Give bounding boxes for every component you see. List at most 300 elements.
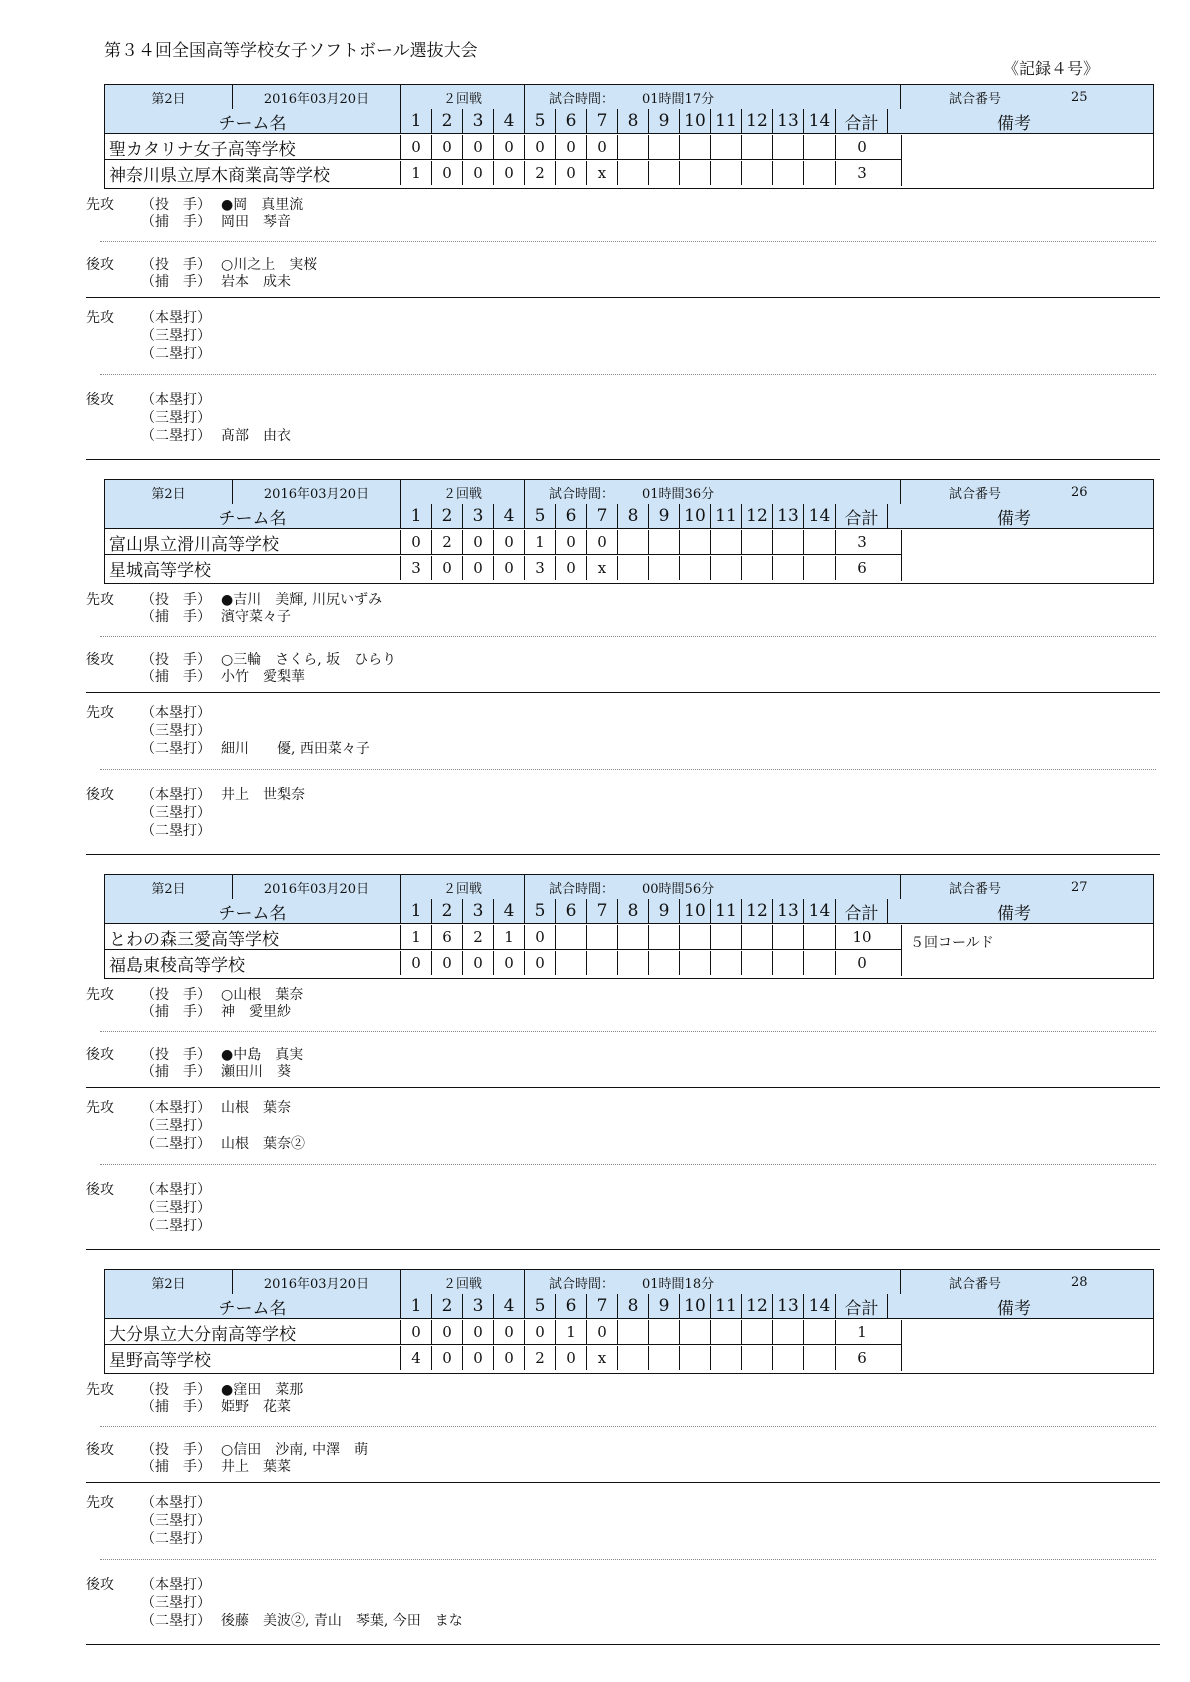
scoreboard [104, 84, 1154, 189]
inning-score [649, 556, 680, 580]
inning-header-12: 12 [742, 1294, 773, 1318]
inning-header-4: 4 [494, 899, 525, 923]
game-date: 2016年03月20日 [233, 1270, 401, 1294]
second-triple-line: （三塁打） [141, 1595, 211, 1611]
inning-header-11: 11 [711, 109, 742, 133]
team-total: 10 [852, 928, 872, 946]
team-row-second [105, 161, 901, 185]
inning-score: 0 [463, 161, 494, 185]
remark-cell [901, 530, 1153, 581]
inning-score: 0 [587, 135, 618, 159]
inning-header-12: 12 [742, 899, 773, 923]
inning-header-13: 13 [773, 109, 804, 133]
inning-score: 2 [525, 161, 556, 185]
inning-score [680, 135, 711, 159]
inning-header-2: 2 [432, 109, 463, 133]
inning-score: 0 [525, 135, 556, 159]
inning-header-7: 7 [587, 899, 618, 923]
inning-score: 1 [525, 530, 556, 554]
inning-score [804, 1320, 836, 1344]
game-time [525, 1270, 901, 1294]
first-hr-line: 先攻 （本塁打） 山根 葉奈 [86, 1100, 291, 1116]
scoreboard [104, 479, 1154, 584]
inning-header-12: 12 [742, 504, 773, 528]
game-time-value: 01時間17分 [642, 91, 715, 107]
inning-header-1: 1 [401, 1294, 432, 1318]
issue-number: 《記録４号》 [1003, 59, 1100, 78]
first-double-line: （二塁打） 細川 優, 西田菜々子 [141, 741, 370, 757]
inning-score [773, 951, 804, 975]
inning-header-4: 4 [494, 504, 525, 528]
inning-score [680, 1320, 711, 1344]
inning-header-6: 6 [556, 504, 587, 528]
inning-score: x [587, 556, 618, 580]
first-pitcher: ●窪田 菜那 [221, 1382, 304, 1398]
inning-header-5: 5 [525, 109, 556, 133]
scoreboard [104, 1269, 1154, 1374]
first-catcher-line: （捕 手） 岡田 琴音 [141, 214, 291, 230]
second-pitcher: ●中島 真実 [221, 1047, 304, 1063]
remark-cell [901, 1320, 1153, 1371]
inning-score: 0 [556, 530, 587, 554]
first-double-line: （二塁打） [141, 346, 211, 362]
inning-header-1: 1 [401, 109, 432, 133]
second-pitcher: ○川之上 実桜 [221, 257, 318, 273]
inning-score [618, 925, 649, 949]
inning-header-7: 7 [587, 504, 618, 528]
second-catcher-line: （捕 手） 岩本 成未 [141, 274, 291, 290]
team-total: 6 [857, 1349, 867, 1367]
inning-header-7: 7 [587, 109, 618, 133]
second-triple-line: （三塁打） [141, 1200, 211, 1216]
team-total: 3 [857, 164, 867, 182]
first-triple-line: （三塁打） [141, 328, 211, 344]
inning-score: 0 [401, 135, 432, 159]
inning-header-4: 4 [494, 109, 525, 133]
inning-score: 2 [463, 925, 494, 949]
inning-header-14: 14 [804, 109, 836, 133]
inning-score [742, 530, 773, 554]
team-name: 聖カタリナ女子高等学校 [105, 135, 401, 159]
inning-score: 0 [401, 530, 432, 554]
inning-score [711, 925, 742, 949]
first-hr-line: 先攻 （本塁打） [86, 705, 211, 721]
inning-score [711, 556, 742, 580]
team-total: 1 [857, 1323, 867, 1341]
first-double: 山根 葉奈② [221, 1136, 305, 1152]
first-triple-line: （三塁打） [141, 1118, 211, 1134]
game-info-row [105, 480, 1153, 505]
inning-score [742, 135, 773, 159]
inning-score: 1 [556, 1320, 587, 1344]
inning-score: 3 [525, 556, 556, 580]
inning-header-3: 3 [463, 504, 494, 528]
game-round: ２回戦 [401, 480, 525, 504]
game-time-label: 試合時間： [549, 486, 615, 502]
inning-header-9: 9 [649, 504, 680, 528]
inning-score [804, 1346, 836, 1370]
inning-score [618, 1346, 649, 1370]
inning-score: 0 [432, 1320, 463, 1344]
first-catcher-line: （捕 手） 濱守菜々子 [141, 609, 291, 625]
inning-score [680, 925, 711, 949]
first-double-line: （二塁打） [141, 1531, 211, 1547]
team-name: 星野高等学校 [105, 1346, 401, 1370]
inning-header-13: 13 [773, 504, 804, 528]
game-day: 第2日 [105, 1270, 233, 1294]
second-catcher: 瀬田川 葵 [221, 1064, 291, 1080]
inning-header-2: 2 [432, 504, 463, 528]
inning-score: 0 [463, 135, 494, 159]
inning-score: 1 [401, 161, 432, 185]
inning-score [804, 135, 836, 159]
inning-score: 0 [494, 951, 525, 975]
inning-header-4: 4 [494, 1294, 525, 1318]
inning-score [649, 161, 680, 185]
second-pitcher-line: 後攻 （投 手） ●中島 真実 [86, 1047, 304, 1063]
first-catcher: 神 愛里紗 [221, 1004, 291, 1020]
team-row-second [105, 556, 901, 580]
inning-score: 0 [556, 556, 587, 580]
inning-header-2: 2 [432, 1294, 463, 1318]
second-hr-line: 後攻 （本塁打） [86, 1577, 211, 1593]
inning-score [742, 161, 773, 185]
second-double-line: （二塁打） [141, 1218, 211, 1234]
inning-header-6: 6 [556, 899, 587, 923]
remarks-header: 備考 [997, 1298, 1031, 1319]
game-number-label: 試合番号 [949, 881, 1002, 897]
game-number-value: 25 [1071, 89, 1088, 105]
inning-header-13: 13 [773, 1294, 804, 1318]
remarks-header: 備考 [997, 508, 1031, 529]
inning-score [587, 951, 618, 975]
inning-score [773, 925, 804, 949]
inning-score: 0 [463, 530, 494, 554]
inning-score: 0 [494, 1320, 525, 1344]
inning-header-row [105, 1294, 1153, 1319]
first-catcher: 濱守菜々子 [221, 609, 291, 625]
game-info-row [105, 1270, 1153, 1295]
scoreboard [104, 874, 1154, 979]
game-time-value: 01時間36分 [642, 486, 715, 502]
game-day: 第2日 [105, 480, 233, 504]
inning-header-12: 12 [742, 109, 773, 133]
inning-score: 2 [525, 1346, 556, 1370]
game-round: ２回戦 [401, 85, 525, 109]
game-round: ２回戦 [401, 1270, 525, 1294]
game-number-label: 試合番号 [949, 91, 1002, 107]
inning-score [804, 925, 836, 949]
inning-score [649, 530, 680, 554]
team-name-header: チーム名 [105, 504, 401, 528]
inning-header-3: 3 [463, 899, 494, 923]
inning-header-9: 9 [649, 109, 680, 133]
team-row-first [105, 925, 901, 950]
inning-header-6: 6 [556, 1294, 587, 1318]
game-time-label: 試合時間： [549, 91, 615, 107]
game-time [525, 875, 901, 899]
inning-score [773, 556, 804, 580]
team-total: 0 [857, 138, 867, 156]
inning-score [587, 925, 618, 949]
game-date: 2016年03月20日 [233, 875, 401, 899]
inning-header-8: 8 [618, 109, 649, 133]
inning-score: 0 [432, 1346, 463, 1370]
inning-header-8: 8 [618, 1294, 649, 1318]
inning-score [618, 135, 649, 159]
inning-header-3: 3 [463, 109, 494, 133]
second-pitcher: ○三輪 さくら, 坂 ひらり [221, 652, 397, 668]
second-catcher-line: （捕 手） 井上 葉菜 [141, 1459, 291, 1475]
inning-header-14: 14 [804, 1294, 836, 1318]
inning-score: 0 [525, 1320, 556, 1344]
first-pitcher: ○山根 葉奈 [221, 987, 304, 1003]
inning-score [711, 951, 742, 975]
inning-score [680, 530, 711, 554]
game-number-label: 試合番号 [949, 486, 1002, 502]
first-hr: 山根 葉奈 [221, 1100, 291, 1116]
team-row-first [105, 135, 901, 160]
inning-score: 0 [525, 925, 556, 949]
team-name: 星城高等学校 [105, 556, 401, 580]
inning-header-2: 2 [432, 899, 463, 923]
inning-score [804, 556, 836, 580]
inning-score: 0 [432, 951, 463, 975]
inning-score [649, 1346, 680, 1370]
inning-header-7: 7 [587, 1294, 618, 1318]
second-pitcher-line: 後攻 （投 手） ○川之上 実桜 [86, 257, 318, 273]
first-double-line: （二塁打） 山根 葉奈② [141, 1136, 305, 1152]
inning-score [618, 530, 649, 554]
inning-header-1: 1 [401, 899, 432, 923]
total-header: 合計 [836, 504, 888, 528]
inning-score [618, 1320, 649, 1344]
inning-header-row [105, 504, 1153, 529]
second-double: 後藤 美波②, 青山 琴葉, 今田 まな [221, 1613, 463, 1629]
inning-score: 0 [432, 161, 463, 185]
inning-score: 0 [494, 161, 525, 185]
inning-score: 0 [587, 530, 618, 554]
team-name: 富山県立滑川高等学校 [105, 530, 401, 554]
second-hr: 井上 世梨奈 [221, 787, 305, 803]
inning-score: 0 [494, 530, 525, 554]
inning-score: 0 [432, 135, 463, 159]
inning-header-13: 13 [773, 899, 804, 923]
inning-score: 0 [432, 556, 463, 580]
team-name: 大分県立大分南高等学校 [105, 1320, 401, 1344]
inning-score [711, 1320, 742, 1344]
inning-score [556, 925, 587, 949]
inning-header-14: 14 [804, 504, 836, 528]
second-pitcher: ○信田 沙南, 中澤 萌 [221, 1442, 369, 1458]
inning-score: 0 [463, 556, 494, 580]
first-hr-line: 先攻 （本塁打） [86, 1495, 211, 1511]
inning-header-3: 3 [463, 1294, 494, 1318]
team-row-second [105, 951, 901, 975]
first-catcher: 岡田 琴音 [221, 214, 291, 230]
inning-header-1: 1 [401, 504, 432, 528]
inning-score: 0 [556, 161, 587, 185]
inning-score [680, 1346, 711, 1370]
inning-header-9: 9 [649, 899, 680, 923]
second-triple-line: （三塁打） [141, 805, 211, 821]
inning-score [773, 530, 804, 554]
first-pitcher-line: 先攻 （投 手） ●吉川 美輝, 川尻いずみ [86, 592, 383, 608]
inning-score [773, 161, 804, 185]
first-catcher: 姫野 花菜 [221, 1399, 291, 1415]
inning-header-10: 10 [680, 109, 711, 133]
second-double-line: （二塁打） 髙部 由衣 [141, 428, 291, 444]
game-info-row [105, 875, 1153, 900]
first-hr-line: 先攻 （本塁打） [86, 310, 211, 326]
inning-score: 0 [494, 135, 525, 159]
remark-cell [901, 135, 1153, 186]
inning-score: 0 [463, 1346, 494, 1370]
inning-score: 1 [494, 925, 525, 949]
inning-header-8: 8 [618, 899, 649, 923]
total-header: 合計 [836, 109, 888, 133]
first-pitcher-line: 先攻 （投 手） ●窪田 菜那 [86, 1382, 304, 1398]
inning-score [649, 925, 680, 949]
inning-score [618, 951, 649, 975]
inning-score [711, 1346, 742, 1370]
inning-score [649, 1320, 680, 1344]
total-header: 合計 [836, 1294, 888, 1318]
team-total: 6 [857, 559, 867, 577]
inning-header-10: 10 [680, 1294, 711, 1318]
inning-score: 2 [432, 530, 463, 554]
game-number [901, 1270, 1153, 1294]
remarks-header: 備考 [997, 903, 1031, 924]
second-hr-line: 後攻 （本塁打） [86, 392, 211, 408]
total-header: 合計 [836, 899, 888, 923]
second-catcher: 井上 葉菜 [221, 1459, 291, 1475]
inning-score [742, 1346, 773, 1370]
second-pitcher-line: 後攻 （投 手） ○三輪 さくら, 坂 ひらり [86, 652, 397, 668]
inning-header-11: 11 [711, 1294, 742, 1318]
inning-header-10: 10 [680, 504, 711, 528]
inning-score [804, 951, 836, 975]
first-pitcher: ●吉川 美輝, 川尻いずみ [221, 592, 383, 608]
second-pitcher-line: 後攻 （投 手） ○信田 沙南, 中澤 萌 [86, 1442, 369, 1458]
second-double-line: （二塁打） 後藤 美波②, 青山 琴葉, 今田 まな [141, 1613, 463, 1629]
inning-score [649, 135, 680, 159]
inning-score [711, 530, 742, 554]
game-number-value: 26 [1071, 484, 1088, 500]
game-date: 2016年03月20日 [233, 480, 401, 504]
game-number-value: 27 [1071, 879, 1088, 895]
inning-score: 0 [525, 951, 556, 975]
game-round: ２回戦 [401, 875, 525, 899]
first-pitcher-line: 先攻 （投 手） ●岡 真里流 [86, 197, 304, 213]
game-number [901, 480, 1153, 504]
second-catcher-line: （捕 手） 小竹 愛梨華 [141, 669, 305, 685]
team-row-first [105, 530, 901, 555]
game-date: 2016年03月20日 [233, 85, 401, 109]
second-double: 髙部 由衣 [221, 428, 291, 444]
game-time-value: 00時間56分 [642, 881, 715, 897]
inning-score: 0 [401, 1320, 432, 1344]
game-time [525, 85, 901, 109]
inning-score: 6 [432, 925, 463, 949]
inning-score: x [587, 1346, 618, 1370]
first-pitcher-line: 先攻 （投 手） ○山根 葉奈 [86, 987, 304, 1003]
team-name: とわの森三愛高等学校 [105, 925, 401, 949]
first-catcher-line: （捕 手） 神 愛里紗 [141, 1004, 291, 1020]
first-catcher-line: （捕 手） 姫野 花菜 [141, 1399, 291, 1415]
game-time-value: 01時間18分 [642, 1276, 715, 1292]
inning-score: x [587, 161, 618, 185]
first-pitcher: ●岡 真里流 [221, 197, 304, 213]
game-number [901, 85, 1153, 109]
remark-cell: ５回コールド [901, 925, 1153, 976]
document-title: 第３４回全国高等学校女子ソフトボール選抜大会 [104, 41, 478, 61]
team-name-header: チーム名 [105, 899, 401, 923]
inning-score [773, 1320, 804, 1344]
inning-header-14: 14 [804, 899, 836, 923]
team-name: 神奈川県立厚木商業高等学校 [105, 161, 401, 185]
team-total: 3 [857, 533, 867, 551]
inning-header-11: 11 [711, 899, 742, 923]
first-triple-line: （三塁打） [141, 1513, 211, 1529]
inning-score: 0 [587, 1320, 618, 1344]
team-name-header: チーム名 [105, 109, 401, 133]
inning-score: 0 [556, 1346, 587, 1370]
inning-score: 0 [556, 135, 587, 159]
inning-score [618, 161, 649, 185]
inning-score [649, 951, 680, 975]
game-info-row [105, 85, 1153, 110]
inning-score [742, 1320, 773, 1344]
inning-score: 0 [401, 951, 432, 975]
second-triple-line: （三塁打） [141, 410, 211, 426]
inning-score [556, 951, 587, 975]
game-time-label: 試合時間： [549, 881, 615, 897]
inning-score [680, 951, 711, 975]
second-double-line: （二塁打） [141, 823, 211, 839]
inning-score [804, 530, 836, 554]
inning-header-5: 5 [525, 899, 556, 923]
inning-header-11: 11 [711, 504, 742, 528]
team-total: 0 [857, 954, 867, 972]
inning-score: 0 [463, 951, 494, 975]
inning-score: 0 [463, 1320, 494, 1344]
second-hr-line: 後攻 （本塁打） [86, 1182, 211, 1198]
game-number-value: 28 [1071, 1274, 1088, 1290]
inning-score [742, 925, 773, 949]
inning-score [680, 556, 711, 580]
inning-score [618, 556, 649, 580]
game-time-label: 試合時間： [549, 1276, 615, 1292]
inning-header-8: 8 [618, 504, 649, 528]
team-name: 福島東稜高等学校 [105, 951, 401, 975]
game-day: 第2日 [105, 85, 233, 109]
inning-score [773, 135, 804, 159]
first-triple-line: （三塁打） [141, 723, 211, 739]
game-number [901, 875, 1153, 899]
inning-header-5: 5 [525, 1294, 556, 1318]
team-name-header: チーム名 [105, 1294, 401, 1318]
inning-header-row [105, 899, 1153, 924]
inning-score: 1 [401, 925, 432, 949]
inning-score [680, 161, 711, 185]
game-number-label: 試合番号 [949, 1276, 1002, 1292]
inning-score: 0 [494, 1346, 525, 1370]
inning-score: 0 [494, 556, 525, 580]
game-time [525, 480, 901, 504]
inning-header-9: 9 [649, 1294, 680, 1318]
inning-score: 3 [401, 556, 432, 580]
